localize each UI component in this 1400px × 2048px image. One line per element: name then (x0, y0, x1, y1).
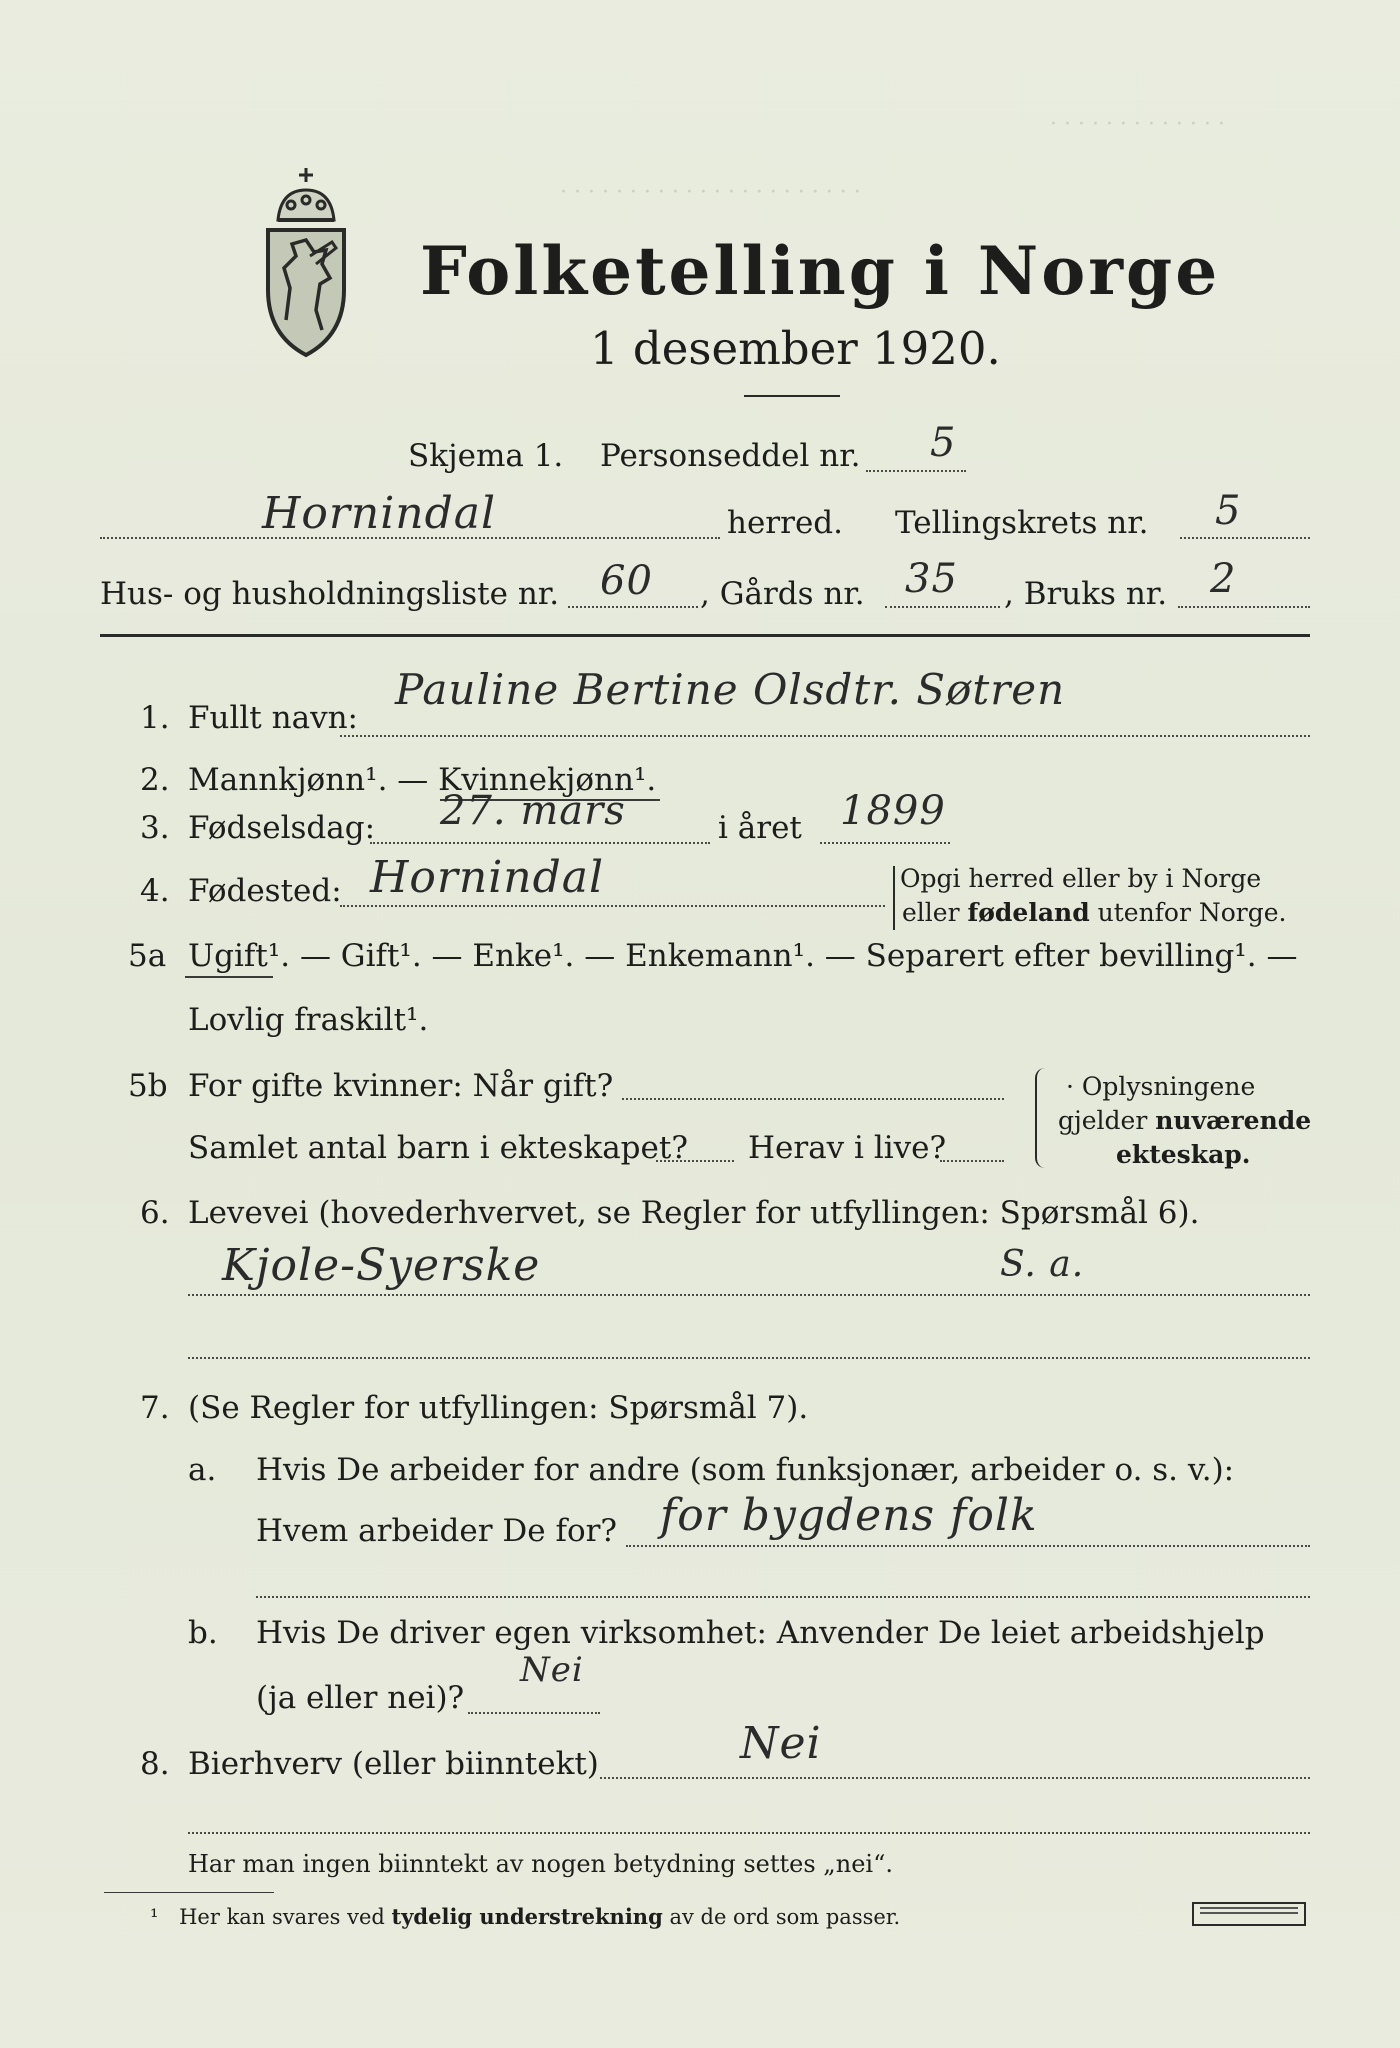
q3-number: 3. (140, 810, 170, 846)
q6-number: 6. (140, 1195, 170, 1231)
footnote-divider (104, 1892, 274, 1893)
q4-note-utenfor: utenfor Norge. (1097, 898, 1287, 927)
q1-fullname-value[interactable]: Pauline Bertine Olsdtr. Søtren (395, 665, 1066, 714)
q5b-children-field-line (656, 1160, 734, 1162)
q5b-note-line1: · Oplysningene (1066, 1072, 1256, 1101)
q8-value[interactable]: Nei (740, 1718, 822, 1769)
q1-number: 1. (140, 700, 170, 736)
q5b-label-married-when: For gifte kvinner: Når gift? (188, 1068, 614, 1104)
q7a-label: Hvis De arbeider for andre (som funksjonær, arbeider o. s. v.): (256, 1452, 1235, 1488)
schema-label: Skjema 1. (408, 438, 564, 474)
q4-field-line (340, 905, 885, 907)
q5b-number: 5b (128, 1068, 168, 1104)
title-divider (744, 395, 840, 397)
q3-date-field-line (370, 842, 710, 844)
q7-number: 7. (140, 1390, 170, 1426)
q7b-label-jaeller: (ja eller nei)? (256, 1680, 465, 1716)
tellingskrets-label: Tellingskrets nr. (895, 505, 1149, 541)
q4-note-line2 (902, 898, 1287, 927)
q7a-label-employer: Hvem arbeider De for? (256, 1513, 618, 1549)
header-separator (100, 634, 1310, 637)
q8-field-line (600, 1777, 1310, 1779)
q3-label: Fødselsdag: (188, 810, 376, 846)
q6-field-line1 (188, 1294, 1310, 1296)
herred-label: herred. (727, 505, 843, 541)
q7b-letter: b. (188, 1615, 218, 1651)
form-date: 1 desember 1920. (590, 322, 1001, 375)
bleed-through-text: · · · · · · · · · · · · · · · · · · · · · · (560, 180, 861, 205)
q8-number: 8. (140, 1746, 170, 1782)
footnote-text-a: Her kan svares ved (179, 1905, 385, 1929)
q4-note-bracket (900, 864, 1261, 893)
footnote (150, 1904, 900, 1929)
q7-label: (Se Regler for utfyllingen: Spørsmål 7). (188, 1390, 809, 1426)
hus-label: Hus- og husholdningsliste nr. (100, 576, 560, 612)
gards-label: , Gårds nr. (700, 576, 865, 612)
q7a-letter: a. (188, 1452, 217, 1488)
q1-field-line (340, 735, 1310, 737)
q3-year-field-line (820, 842, 950, 844)
q5a-label-line2: Lovlig fraskilt¹. (188, 1002, 429, 1038)
q2-number: 2. (140, 762, 170, 798)
q6-occupation-value[interactable]: Kjole-Syerske (222, 1240, 541, 1291)
personseddel-field-line (866, 470, 966, 472)
q4-note-line1: Opgi herred eller by i Norge (900, 864, 1262, 893)
q7a-employer-value[interactable]: for bygdens folk (660, 1490, 1038, 1541)
q4-note-fodeland: fødeland (967, 898, 1090, 927)
personseddel-value[interactable]: 5 (930, 420, 957, 466)
q5a-ugift-underline (185, 976, 273, 978)
q5a-label: Ugift¹. — Gift¹. — Enke¹. — Enkemann¹. — Separert efter bevilling¹. — (188, 938, 1298, 974)
q3-year-label: i året (718, 810, 802, 846)
q8-label: Bierhverv (eller biinntekt) (188, 1746, 599, 1782)
footnote-text-c: av de ord som passer. (669, 1905, 901, 1929)
q5b-note-nuvaerende: nuværende (1155, 1106, 1312, 1135)
q6-field-line2 (188, 1357, 1310, 1359)
q7b-label: Hvis De driver egen virksomhet: Anvender De leiet arbeidshjelp (256, 1615, 1265, 1651)
q5b-label-children: Samlet antal barn i ekteskapet? (188, 1130, 688, 1166)
q5b-note-line2 (1058, 1106, 1311, 1135)
q4-birthplace-value[interactable]: Hornindal (370, 852, 605, 903)
q8-field-line2 (188, 1832, 1310, 1834)
q7b-value[interactable]: Nei (520, 1650, 584, 1690)
q6-label: Levevei (hovederhvervet, se Regler for utfyllingen: Spørsmål 6). (188, 1195, 1200, 1231)
q4-label: Fødested: (188, 873, 342, 909)
footnote-marker: ¹ (150, 1905, 159, 1929)
gards-value[interactable]: 35 (905, 556, 958, 602)
q3-birthday-value[interactable]: 27. mars (440, 788, 626, 834)
q5b-married-when-field-line (622, 1098, 1004, 1100)
bruks-label: , Bruks nr. (1004, 576, 1168, 612)
q7a-employer-field-line (626, 1545, 1310, 1547)
gards-field-line (885, 606, 1000, 608)
personseddel-label: Personseddel nr. (600, 438, 861, 474)
footnote-text-bold: tydelig understrekning (391, 1904, 663, 1929)
bruks-field-line (1178, 606, 1310, 608)
bruks-value[interactable]: 2 (1210, 556, 1237, 602)
q5b-label-alive: Herav i live? (748, 1130, 947, 1166)
q4-note-brace (893, 866, 899, 930)
q5a-number: 5a (128, 938, 167, 974)
q1-label: Fullt navn: (188, 700, 358, 736)
tellingskrets-value[interactable]: 5 (1215, 488, 1242, 534)
bleed-through-text: · · · · · · · · · · · · · (1050, 112, 1225, 137)
q5b-note-line3: ekteskap. (1116, 1140, 1251, 1169)
q5b-note-brace (1035, 1068, 1049, 1168)
printer-stamp-icon (1192, 1902, 1306, 1926)
tellingskrets-field-line (1180, 537, 1310, 539)
footer-note: Har man ingen biinntekt av nogen betydning settes „nei“. (188, 1850, 893, 1878)
form-title: Folketelling i Norge (420, 232, 1221, 310)
hus-field-line (568, 606, 698, 608)
norwegian-coat-of-arms-icon (256, 160, 356, 360)
hus-value[interactable]: 60 (600, 558, 653, 604)
herred-value[interactable]: Hornindal (262, 488, 497, 539)
q7a-field-line2 (256, 1596, 1310, 1598)
q3-year-value[interactable]: 1899 (840, 788, 946, 834)
q6-occupation-code[interactable]: S. a. (1000, 1244, 1085, 1285)
q4-number: 4. (140, 873, 170, 909)
q4-note-eller: eller (902, 898, 960, 927)
q5b-alive-field-line (940, 1160, 1004, 1162)
q2-label: Mannkjønn¹. — Kvinnekjønn¹. (188, 762, 657, 798)
q5b-note-gjelder: gjelder (1058, 1106, 1148, 1135)
q7b-field-line (468, 1712, 600, 1714)
